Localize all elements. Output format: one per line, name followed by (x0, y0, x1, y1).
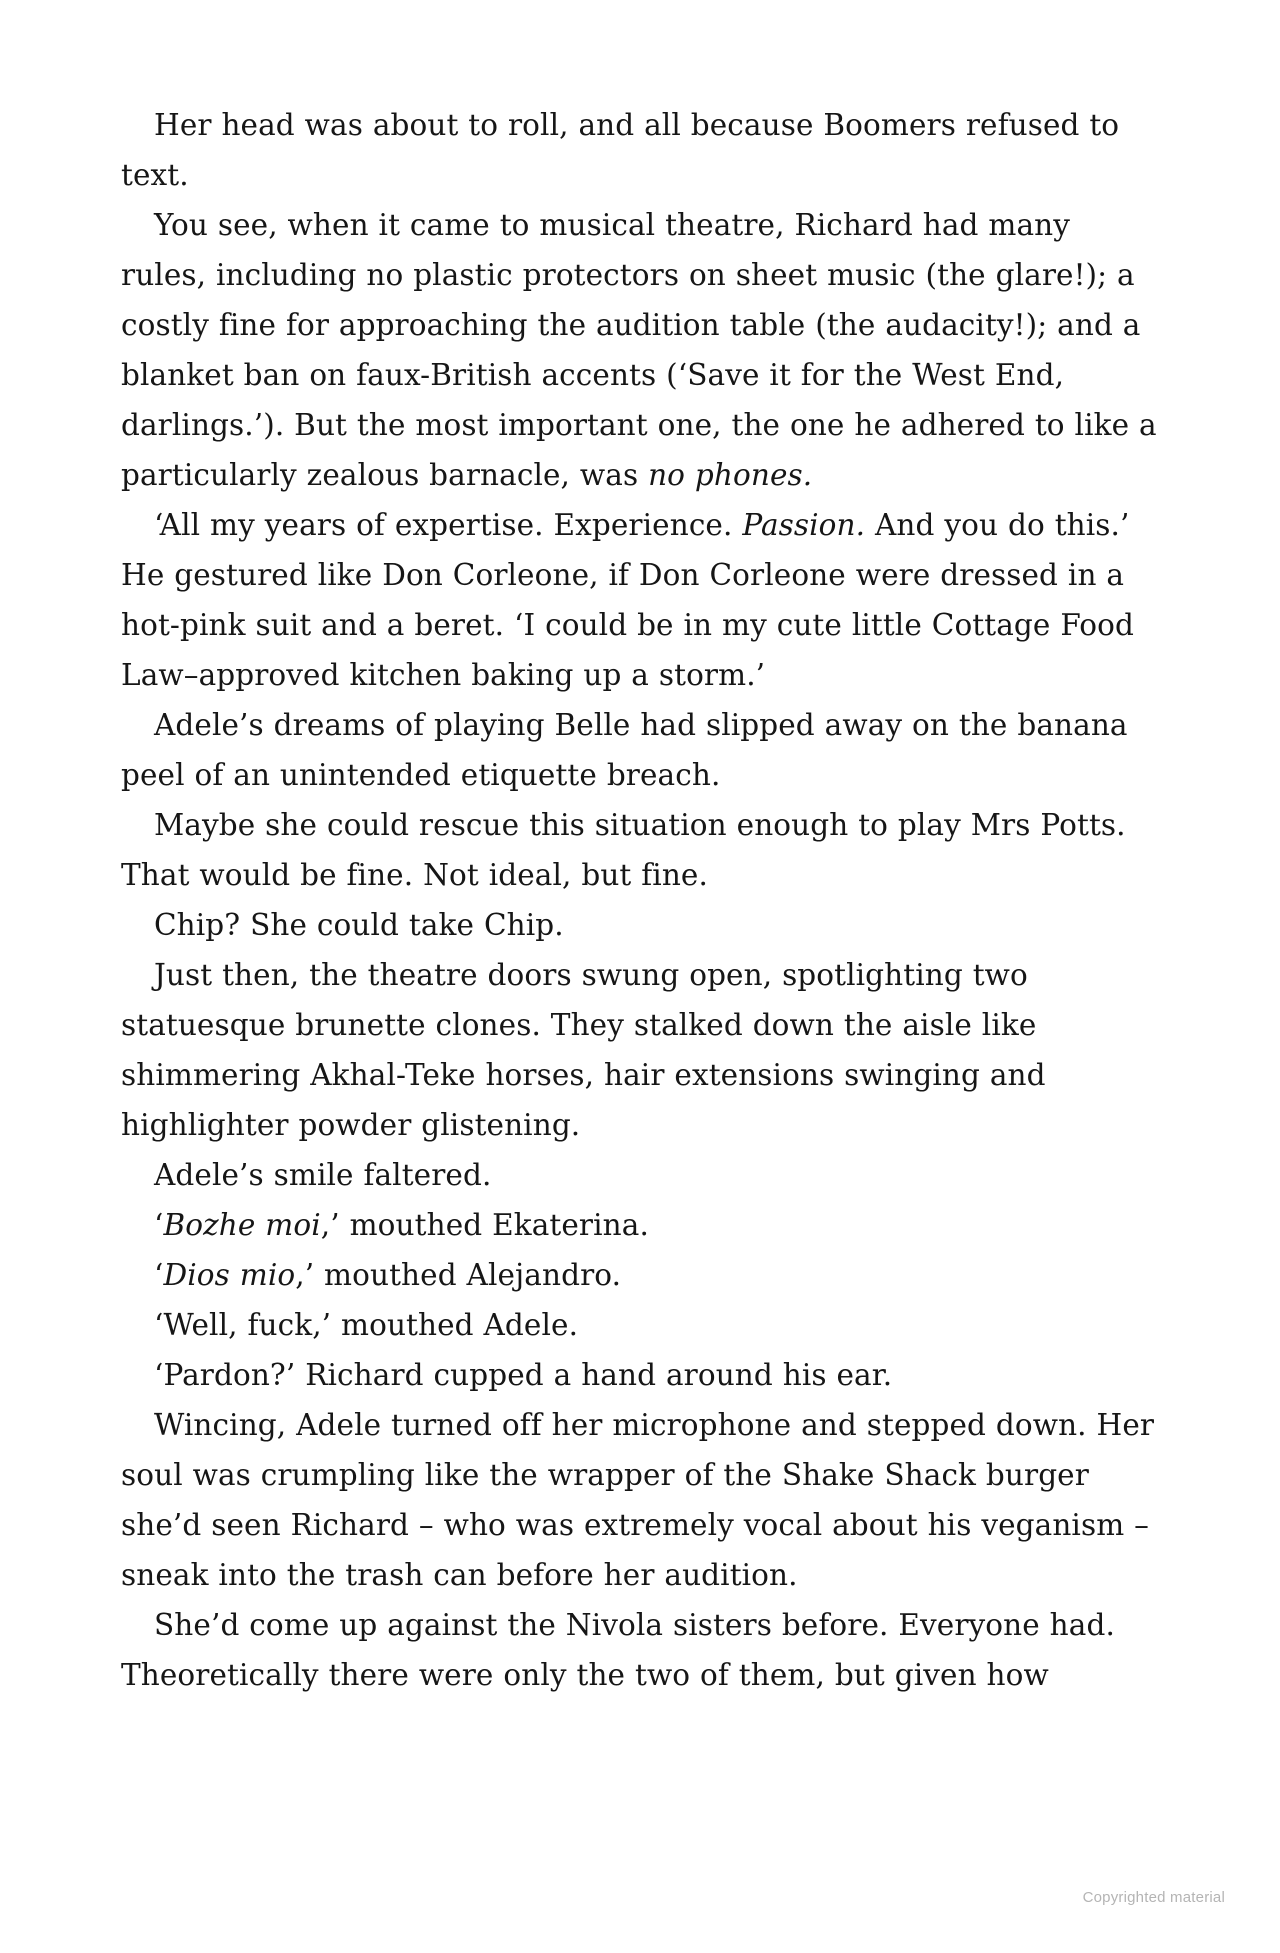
paragraph: ‘All my years of expertise. Experience. Passion. And you do this.’ He gestured like Don Corleone, if Don Corleone were dressed in a hot-pink suit and a beret. ‘I could be in my cute little Cottage Food Law–approved kitchen baking up a storm.’ (121, 508, 1134, 692)
italic-text: Passion. (742, 508, 866, 542)
italic-text: Dios mio (163, 1258, 296, 1292)
paragraph: She’d come up against the Nivola sisters before. Everyone had. Theoretically there were only the two of them, but given how (121, 1608, 1115, 1692)
paragraph: ‘Pardon?’ Richard cupped a hand around his ear. (154, 1358, 893, 1392)
paragraph: Chip? She could take Chip. (154, 908, 564, 942)
paragraph: ‘Well, fuck,’ mouthed Adele. (154, 1308, 579, 1342)
body-text-column (121, 100, 1161, 1700)
paragraph: Maybe she could rescue this situation enough to play Mrs Potts. That would be fine. Not ideal, but fine. (121, 808, 1126, 892)
paragraph: ‘Bozhe moi,’ mouthed Ekaterina. (154, 1208, 649, 1242)
copyright-notice: Copyrighted material (1082, 1889, 1225, 1906)
paragraph: You see, when it came to musical theatre, Richard had many rules, including no plastic protectors on sheet music (the glare!); a costly fine for approaching the audition table (the audacity!); and a blanket ban on faux-British accents (‘Save it for the West End, darlings.’). But the most important one, the one he adhered to like a particularly zealous barnacle, was no phones. (121, 208, 1157, 492)
paragraph: Adele’s dreams of playing Belle had slipped away on the banana peel of an unintended etiquette breach. (121, 708, 1128, 792)
paragraph: Adele’s smile faltered. (154, 1158, 492, 1192)
italic-text: Bozhe moi (163, 1208, 321, 1242)
paragraph: ‘Dios mio,’ mouthed Alejandro. (154, 1258, 622, 1292)
paragraph: Just then, the theatre doors swung open, spotlighting two statuesque brunette clones. They stalked down the aisle like shimmering Akhal-Teke horses, hair extensions swinging and highlighter powder glistening. (121, 958, 1046, 1142)
paragraph: Her head was about to roll, and all because Boomers refused to text. (121, 108, 1120, 192)
paragraph: Wincing, Adele turned off her microphone and stepped down. Her soul was crumpling like the wrapper of the Shake Shack burger she’d seen Richard – who was extremely vocal about his veganism – sneak into the trash can before her audition. (121, 1408, 1155, 1592)
italic-text: no phones. (648, 458, 813, 492)
